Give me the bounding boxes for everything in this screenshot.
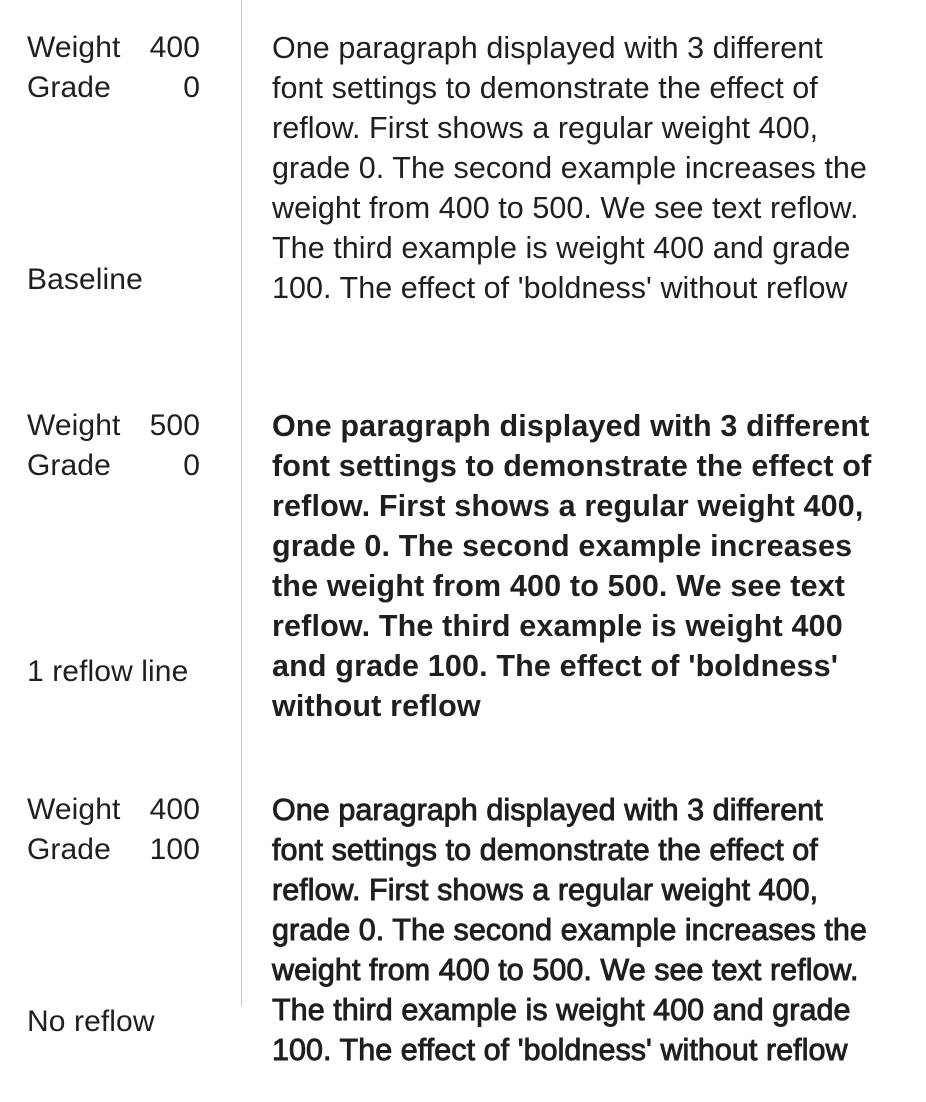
sample-paragraph-weight-500 [241,406,926,726]
spec-key-grade: Grade [27,833,111,866]
comparison-block-grade-100 [0,766,926,1102]
sample-line: One paragraph displayed with 3 different [272,409,870,443]
sample-line: One paragraph displayed with 3 different [272,793,823,827]
sample-line: font settings to demonstrate the effect of [272,449,872,483]
spec-value-weight: 500 [149,409,200,442]
spec-row-weight [27,790,200,830]
sample-line: One paragraph displayed with 3 different [272,31,823,65]
sample-line: and grade 100. The effect of 'boldness' [272,649,839,683]
spec-row-weight [27,406,200,446]
sample-line: reflow. The third example is weight 400 [272,609,843,643]
spec-label-column [0,790,241,1038]
sample-line: the weight from 400 to 500. We see text [272,569,846,603]
sample-line: 100. The effect of 'boldness' without reflow [272,1033,848,1067]
comparison-block-baseline [0,0,926,380]
sample-line: weight from 400 to 500. We see text reflow. [272,953,859,987]
sample-line: The third example is weight 400 and grade [272,231,851,265]
sample-line: grade 0. The second example increases the [272,151,867,185]
sample-line: weight from 400 to 500. We see text reflow. [272,191,859,225]
sample-line: 100. The effect of 'boldness' without reflow [272,271,848,305]
spec-row-weight [27,28,200,68]
comparison-block-weight-500 [0,380,926,766]
spec-key-weight: Weight [27,31,121,64]
sample-line: reflow. First shows a regular weight 400, [272,489,864,523]
sample-line: reflow. First shows a regular weight 400, [272,873,819,907]
sample-line: font settings to demonstrate the effect of [272,71,818,105]
spec-key-grade: Grade [27,449,111,482]
spec-label-column [0,28,241,296]
sample-line: without reflow [272,689,481,723]
sample-paragraph-grade-100 [241,790,926,1070]
spec-row-grade [27,830,200,870]
sample-line: The third example is weight 400 and grade [272,993,851,1027]
sample-line: grade 0. The second example increases [272,529,853,563]
sample-line: grade 0. The second example increases the [272,913,867,947]
sample-paragraph-baseline [241,28,926,308]
spec-value-grade: 0 [183,449,200,482]
spec-row-grade [27,68,200,108]
spec-key-weight: Weight [27,793,121,826]
sample-line: reflow. First shows a regular weight 400, [272,111,819,145]
reflow-status-label: 1 reflow line [27,655,189,688]
spec-row-grade [27,446,200,486]
reflow-status-label: No reflow [27,1005,155,1038]
spec-value-weight: 400 [149,793,200,826]
spec-key-weight: Weight [27,409,121,442]
spec-value-weight: 400 [149,31,200,64]
spec-label-column [0,406,241,688]
spec-key-grade: Grade [27,71,111,104]
sample-line: font settings to demonstrate the effect of [272,833,818,867]
spec-value-grade: 100 [149,833,200,866]
reflow-status-label: Baseline [27,263,143,296]
spec-value-grade: 0 [183,71,200,104]
